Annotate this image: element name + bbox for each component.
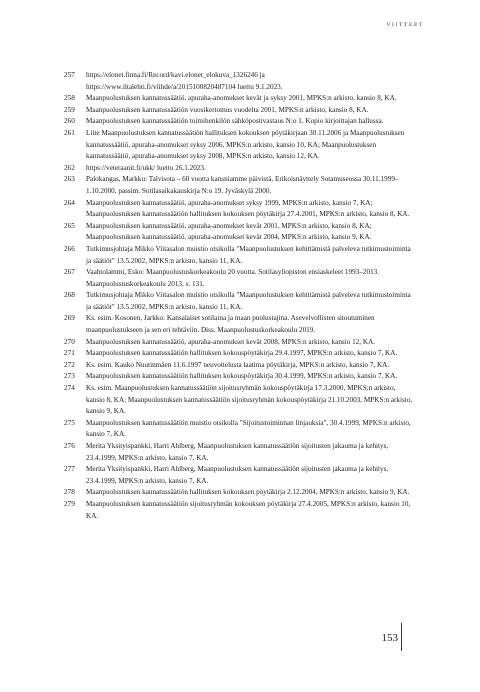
endnote-number: 275 [64, 418, 75, 427]
page-number: 153 [381, 632, 398, 644]
endnote-number: 273 [64, 372, 75, 381]
endnote-item [64, 371, 414, 383]
endnote-number: 267 [64, 268, 75, 277]
endnote-text: Ks. esim. Kosonen, Jarkko: Kansalaiset sotilaina ja maan puolustajina. Asevelvollisten sitoutuminen maanpuolustukseen ja sen eri tehtäviin. Diss. Maanpuolustuskorkeakoulu 2019. [86, 314, 375, 335]
endnote-text: Ks. esim. Maanpuolustuksen kannatussäätiön sijoitusryhmän kokouspöytäkirja 17.3.2000, MPKS:n arkisto, kansio 8, KA; Maanpuolustuksen kannatussäätiön sijoitusryhmän kokouspöytäkirja 21.10.2003, MPKS:n arkisto, kansio 9, KA. [86, 384, 413, 416]
running-header: VIITTEET [386, 22, 424, 28]
endnote-item [64, 464, 414, 487]
endnote-item [64, 360, 414, 372]
endnote-item [64, 198, 414, 221]
endnote-item [64, 337, 414, 349]
endnote-item [64, 441, 414, 464]
endnote-number: 276 [64, 442, 75, 450]
endnote-item [64, 93, 414, 105]
endnote-text: https://veteraanit.fi/ukk/ luettu 26.1.2023. [86, 163, 206, 172]
endnote-text: Maanpuolustuksen kannatussäätiön toimihenkilön sähköpostivastaus N:o 1. Kopio kirjoittajan hallussa. [86, 117, 384, 126]
endnote-text: Maanpuolustuksen kannatussäätiön vuosikertomus vuodelta 2001, MPKS:n arkisto, kansio 8, KA. [86, 105, 369, 114]
endnote-item [64, 418, 414, 441]
endnote-number: 277 [64, 465, 75, 474]
endnote-number: 278 [64, 488, 75, 497]
endnote-item [64, 267, 414, 290]
endnote-item [64, 221, 414, 244]
endnote-text: Maanpuolustuksen kannatussäätiön hallituksen kokouspöytäkirja 29.4.1997, MPKS:n arkisto, kansio 7, KA. [86, 349, 398, 358]
endnote-text: Maanpuolustuksen kannatussäätiö, apuraha-anomukset kevät 2001, MPKS:n arkisto, kansio 8, KA; Maanpuolustuksen kannatussäätiö, apuraha-anomukset kevät 2004, MPKS:n arkisto, kansio 9, KA. [86, 221, 372, 242]
endnote-number: 279 [64, 499, 75, 508]
endnote-text: Maanpuolustuksen kannatussäätiö, apuraha-anomukset kevät 2008, MPKS:n arkisto, kansio 12, KA. [86, 337, 376, 346]
endnote-number: 257 [64, 71, 75, 79]
endnote-number: 266 [64, 244, 75, 253]
endnote-text: https://elonet.finna.fi/Record/kavi.elonet_elokuva_1326246 ja https://www.iltalehti.fi/viihde/a/2015100820487104 luettu 9.1.2023. [86, 71, 283, 91]
endnote-item [64, 174, 414, 197]
endnote-item [64, 244, 414, 267]
endnote-text: Palokangas, Markku: Talvisota – 60 vuotta kansniamme päivistä, Erikoisnäyttely Sotamuseossa 30.11.1999–1.10.2000, passim. Sotilasaikakauskirja N:o 19. Jyväskylä 2000. [86, 175, 399, 195]
endnote-item [64, 313, 414, 336]
endnote-number: 258 [64, 94, 75, 103]
endnote-text: Merita Yksityispankki, Harri Ahlberg, Maanpuolustuksen kannatussäätiön sijoitusten jakauma ja kehitys, 23.4.1999, MPKS:n arkisto, kansio 7, KA. [86, 465, 389, 485]
endnote-text: Tutkimusjohtaja Mikko Viitasalon muistio otsikolla "Maanpuolustuksen kehittämistä palveleva tutkimustoiminta ja säätiöt" 13.5.2002, MPKS:n arkisto, kansio 11, KA. [86, 244, 411, 265]
endnote-text: Maanpuolustuksen kannatussäätiö, apuraha-anomukset syksy 1999, MPKS:n arkisto, kansio 7, KA; Maanpuolustuksen kannatussäätiön hallituksen kokouksen pöytäkirja 27.4.2001, MPKS:n arkisto, kansio 8, KA. [86, 198, 410, 219]
endnote-text: Maanpuolustuksen kannatussäätiön hallituksen kokouspöytäkirja 30.4.1999, MPKS:n arkisto, kansio 7, KA. [86, 372, 398, 381]
endnote-item [64, 290, 414, 313]
endnote-text: Merita Yksityispankki, Harri Ahlberg, Maanpuolustuksen kannatussäätiön sijoitusten jakauma ja kehitys, 23.4.1999, MPKS:n arkisto, kansio 7, KA. [86, 442, 389, 462]
endnote-item [64, 348, 414, 360]
endnote-text: Vaahtolammi, Esko: Maanpuolustuskorkeakoulu 20 vuotta. Sotilasyliopiston ensiaskeleet 1993–2013. Maanpuolustuskorkeakoulu 2013, s. 131. [86, 268, 380, 288]
endnote-item [64, 499, 414, 522]
endnote-item [64, 105, 414, 117]
endnote-item [64, 128, 414, 163]
endnote-number: 269 [64, 314, 75, 323]
endnote-item [64, 487, 414, 499]
endnote-number: 274 [64, 384, 75, 393]
endnote-number: 262 [64, 163, 75, 172]
endnote-item [64, 163, 414, 175]
endnote-number: 268 [64, 291, 75, 300]
endnote-number: 261 [64, 128, 75, 137]
endnote-number: 270 [64, 337, 75, 346]
endnote-number: 271 [64, 349, 75, 358]
page-number-divider [401, 623, 402, 651]
endnote-item [64, 116, 414, 128]
endnote-number: 259 [64, 105, 75, 114]
endnote-number: 272 [64, 360, 75, 369]
endnote-text: Maanpuolustuksen kannatussäätiön hallituksen kokouksen pöytäkirja 2.12.2004, MPKS:n arkisto, kansio 9, KA. [86, 488, 410, 497]
endnote-number: 263 [64, 175, 75, 184]
endnote-text: Maanpuolustuksen kannatussäätiö, apuraha-anomukset kevät ja syksy 2001, MPKS:n arkisto, kansio 8, KA. [86, 94, 397, 103]
endnote-text: Maanpuolustuksen kannatussäätiön sijoitusryhmän kokouksen pöytäkirja 27.4.2005, MPKS:n arkisto, kansio 10, KA. [86, 499, 411, 520]
endnote-number: 260 [64, 117, 75, 126]
endnote-text: Ks. esim. Kauko Nuutinmäen 11.6.1997 neuvottelusta laatima pöytäkirja, MPKS:n arkisto, kansio 7, KA. [86, 360, 390, 369]
endnotes-list [64, 70, 414, 522]
endnote-number: 264 [64, 198, 75, 207]
endnote-text: Maanpuolustuksen kannatussäätiön muistio otsikolla "Sijoitustoiminnan linjauksia", 30.4.1999, MPKS:n arkisto, kansio 7, KA. [86, 418, 411, 439]
endnote-text: Liite Maanpuolustuksen kannatussäätiön hallituksen kokouksen pöytäkirjaan 30.11.2006 ja Maanpuolustuksen kannatussäätiö, apuraha-anomukset syksy 2006, MPKS:n arkisto, kansio 10, KA; Maanpuolustuksen kannatussäätiö, apuraha-anomukset syksy 2008, MPKS:n arkisto, kansio 12, KA. [86, 128, 405, 161]
endnote-number: 265 [64, 221, 75, 230]
endnote-item [64, 70, 414, 93]
endnote-item [64, 383, 414, 418]
endnote-text: Tutkimusjohtaja Mikko Viitasalon muistio otsikolla "Maanpuolustuksen kehittämistä palveleva tutkimustoiminta ja säätiöt" 13.5.2002, MPKS:n arkisto, kansio 11, KA. [86, 291, 411, 311]
